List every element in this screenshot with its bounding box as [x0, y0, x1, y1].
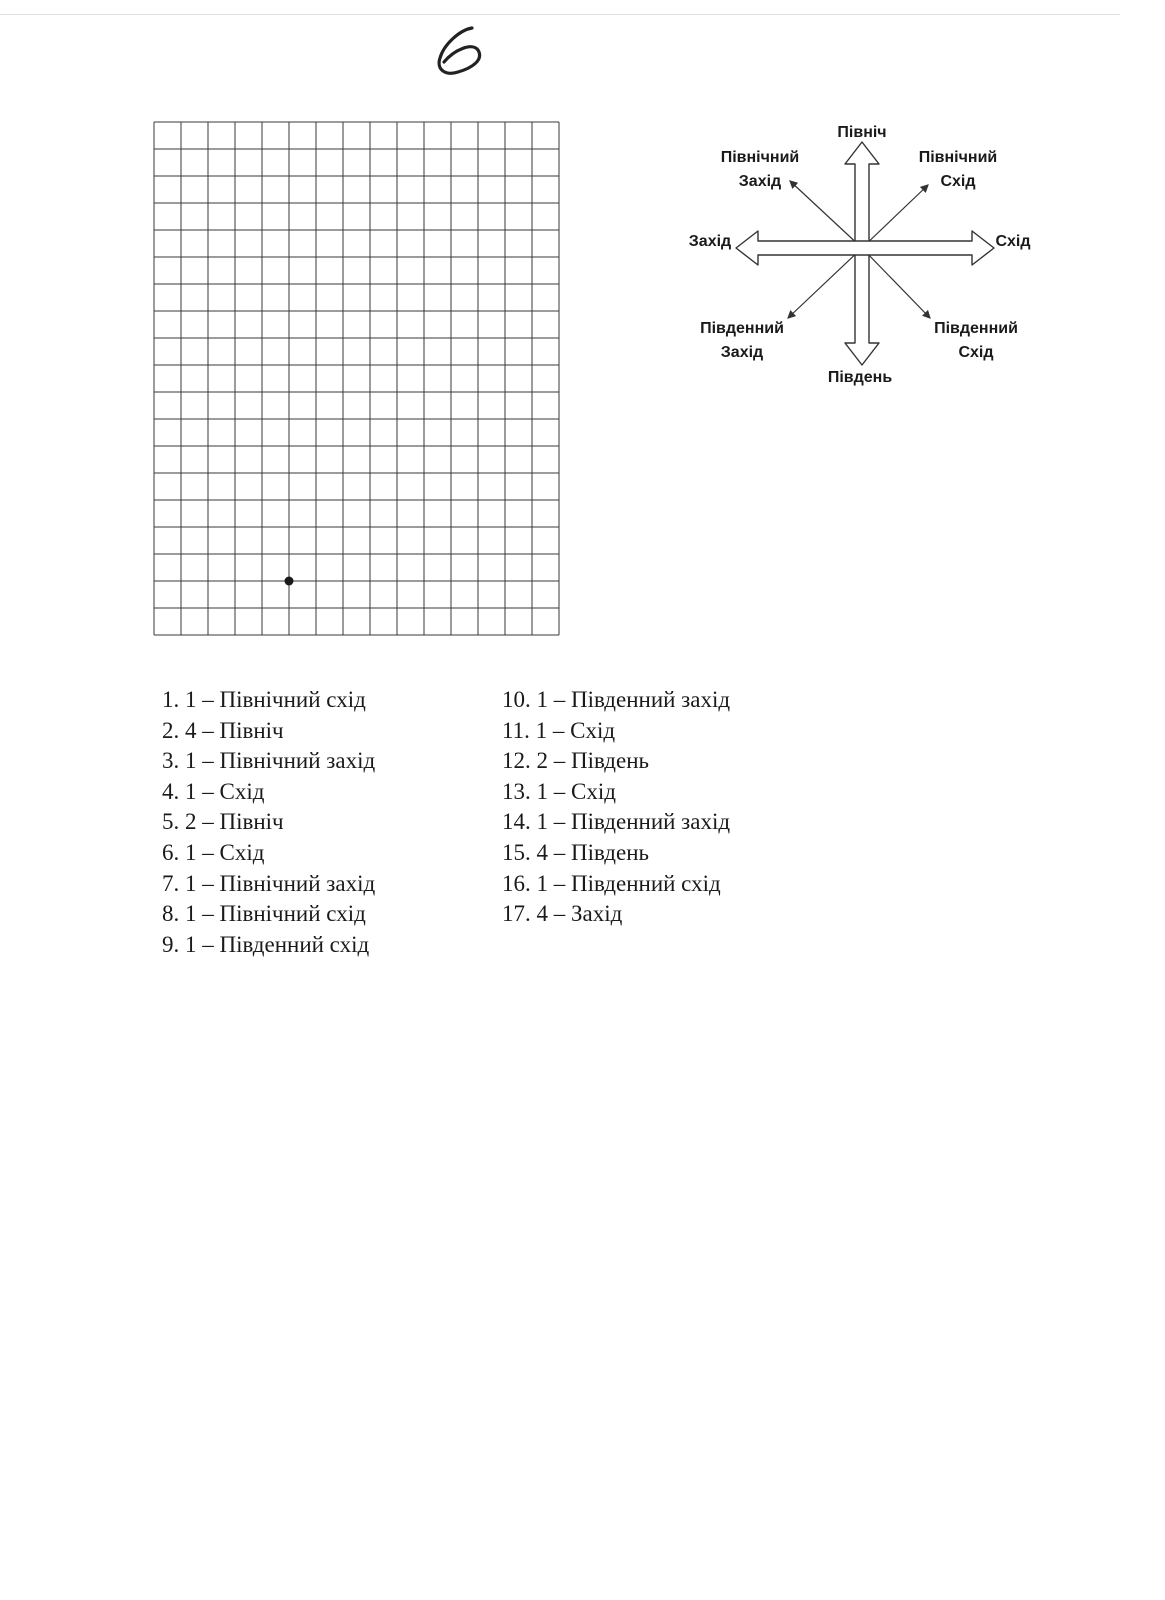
step-item: 4. 1 – Схід: [162, 778, 265, 804]
step-item: 16. 1 – Південний схід: [502, 870, 721, 896]
page-number: [420, 10, 500, 90]
step-item: 11. 1 – Схід: [502, 717, 616, 743]
start-point-dot: [285, 577, 294, 586]
compass-east-label: Схід: [995, 233, 1031, 250]
compass-southeast-label: Південний Схід: [934, 320, 1018, 361]
compass-rose: [690, 118, 1070, 408]
step-item: 17. 4 – Захід: [502, 901, 623, 927]
grid-lines: [153, 121, 560, 636]
step-item: 13. 1 – Схід: [502, 778, 616, 804]
step-item: 3. 1 – Північний захід: [162, 748, 376, 774]
compass-southwest-label: Південний Захід: [700, 320, 784, 361]
step-item: 7. 1 – Північний захід: [162, 870, 376, 896]
step-item: 12. 2 – Південь: [502, 748, 649, 774]
compass-west-label: Захід: [688, 233, 732, 250]
steps-list-right: [502, 685, 730, 930]
southeast-arrow: [862, 248, 930, 318]
southwest-arrow: [788, 248, 862, 318]
step-item: 2. 4 – Північ: [162, 717, 284, 743]
step-item: 5. 2 – Північ: [162, 809, 284, 835]
drawing-grid: [153, 121, 560, 641]
step-item: 6. 1 – Схід: [162, 839, 265, 865]
northeast-arrow: [862, 185, 928, 248]
step-item: 1. 1 – Північний схід: [162, 687, 366, 712]
step-item: 8. 1 – Північний схід: [162, 901, 366, 927]
compass-south-label: Південь: [827, 369, 893, 386]
steps-list-left: [162, 685, 375, 960]
compass-northeast-label: Північний Схід: [918, 149, 998, 190]
step-item: 10. 1 – Південний захід: [502, 687, 731, 712]
step-item: 14. 1 – Південний захід: [502, 809, 731, 835]
compass-north-label: Північ: [837, 124, 887, 141]
handwritten-page-number: [420, 10, 500, 90]
top-rule: [0, 14, 1120, 15]
step-item: 15. 4 – Південь: [502, 839, 649, 865]
compass-northwest-label: Північний Захід: [720, 149, 800, 190]
step-item: 9. 1 – Південний схід: [162, 931, 370, 957]
